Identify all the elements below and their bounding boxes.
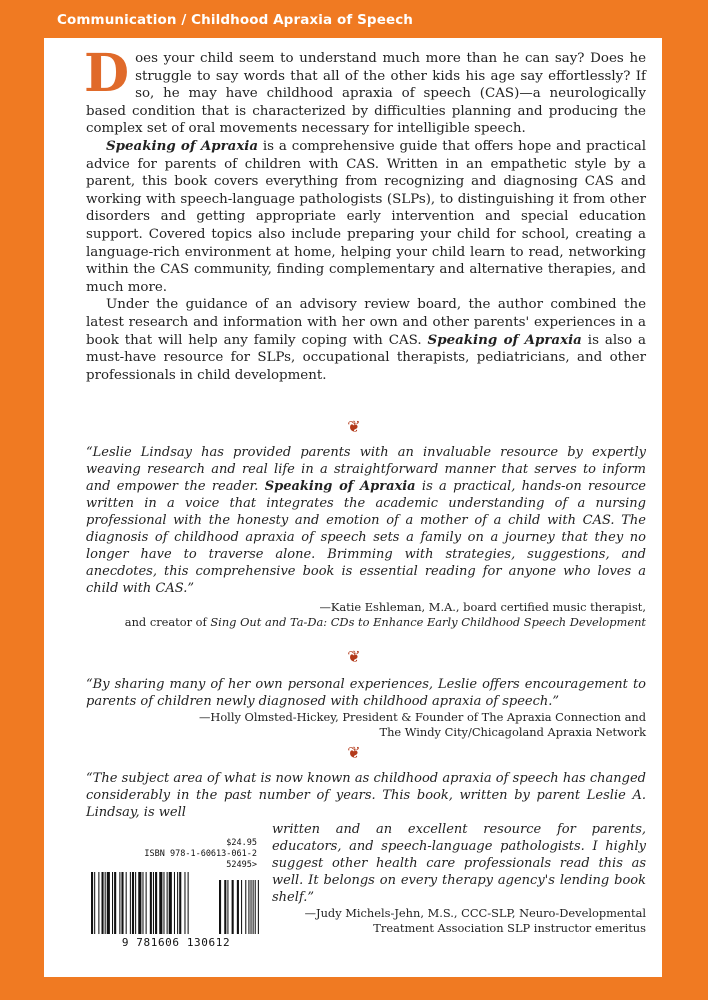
barcode-bar bbox=[163, 872, 164, 934]
barcode-bar bbox=[155, 872, 157, 934]
isbn-barcode bbox=[89, 838, 261, 956]
barcode-addon-bar bbox=[237, 880, 239, 934]
barcode-addon-bar bbox=[241, 880, 242, 934]
category-label: Communication / Childhood Apraxia of Speech bbox=[57, 12, 414, 28]
testimonial-attribution-line2: Treatment Association SLP instructor emeritus bbox=[373, 921, 646, 935]
barcode-bar bbox=[112, 872, 113, 934]
ornament-divider: ❦ bbox=[347, 417, 361, 436]
description-paragraph-3: Under the guidance of an advisory review board, the author combined the latest research and information with her own and other parents' experiences in a book that will help any family coping with CAS. Speaking of Apraxia is also a must-have resource for SLPs, occupational therapists, pediatricians, and other professionals in child development. bbox=[86, 297, 647, 383]
barcode-bar bbox=[150, 872, 152, 934]
testimonial-text: “Leslie Lindsay has provided parents with an invaluable resource by expertly weaving research and real life in a straightforward manner that serves to inform and empower the reader. Speaking of Apraxia is a practical, hands-on resource written in a voice that integrates the academic understanding of a nursing professional with the honesty and emotion of a mother of a child with CAS. The diagnosis of childhood apraxia of speech sets a family on a journey that they no longer have to traverse alone. Brimming with strategies, suggestions, and anecdotes, this comprehensive book is essential reading for anyone who loves a child with CAS.” bbox=[86, 445, 646, 596]
description-paragraph-2: Speaking of Apraxia is a comprehensive guide that offers hope and practical advice for parents of children with CAS. Written in an empathetic style by a parent, this book covers everything from recognizing and diagnosing CAS and working with speech-language pathologists (SLPs), to distinguishing it from other disorders and getting appropriate early intervention and special education support. Covered topics also include preparing your child for school, creating a language-rich environment at home, helping your child learn to read, networking within the CAS community, finding complementary and alternative therapies, and much more. bbox=[86, 137, 646, 295]
testimonial-attribution: —Katie Eshleman, M.A., board certified music therapist, bbox=[319, 600, 646, 614]
barcode-bar bbox=[153, 872, 154, 934]
description-paragraph-1: Does your child seem to understand much more than he can say? Does he struggle to say words that all of the other kids his age say effortlessly? If so, he may have childhood apraxia of speech (CAS)—a neurologically based condition that is characterized by difficulties planning and producing the complex set of oral movements necessary for intelligible speech. bbox=[84, 43, 646, 137]
barcode-bar bbox=[105, 872, 106, 934]
testimonial-attribution: —Holly Olmsted-Hickey, President & Founder of The Apraxia Connection and bbox=[199, 710, 646, 724]
testimonial-text: “The subject area of what is now known as childhood apraxia of speech has changed considerably in the past number of years. This book, written by parent Leslie A. Lindsay, is well bbox=[86, 771, 646, 820]
testimonial-2 bbox=[86, 676, 646, 740]
barcode-bar bbox=[91, 872, 93, 934]
barcode-bar bbox=[184, 872, 185, 934]
barcode-addon-bar bbox=[232, 880, 234, 934]
barcode-bar bbox=[177, 872, 178, 934]
barcode-bar bbox=[98, 872, 99, 934]
barcode-bar bbox=[159, 872, 162, 934]
barcode-bar bbox=[179, 872, 181, 934]
barcode-addon-bar bbox=[224, 880, 226, 934]
testimonial-text-continued: written and an excellent resource for parents, educators, and speech-language pathologists. I highly suggest other health care professionals read this as well. It belongs on every therapy agency's lending book shelf.” bbox=[272, 822, 646, 905]
barcode-bar bbox=[132, 872, 134, 934]
book-title: Speaking of Apraxia bbox=[264, 479, 416, 494]
barcode-bar bbox=[121, 872, 123, 934]
barcode-bars bbox=[91, 872, 259, 934]
ornament-divider: ❦ bbox=[347, 647, 361, 666]
barcode-addon-bar bbox=[251, 880, 252, 934]
barcode-bar bbox=[119, 872, 120, 934]
barcode-bar bbox=[135, 872, 136, 934]
testimonial-1 bbox=[86, 444, 646, 630]
barcode-addon-bar bbox=[255, 880, 256, 934]
barcode-bar bbox=[146, 872, 147, 934]
book-title: Speaking of Apraxia bbox=[427, 331, 582, 348]
isbn-label: ISBN 978-1-60613-061-2 bbox=[144, 849, 257, 859]
barcode-bar bbox=[169, 872, 172, 934]
testimonial-text: “By sharing many of her own personal experiences, Leslie offers encouragement to parents of children newly diagnosed with childhood apraxia of speech.” bbox=[86, 677, 646, 709]
barcode-addon-bar bbox=[227, 880, 228, 934]
barcode-bar bbox=[94, 872, 95, 934]
barcode-bar bbox=[130, 872, 131, 934]
barcode-addon-bar bbox=[253, 880, 254, 934]
barcode-bar bbox=[107, 872, 110, 934]
testimonial-attribution-line2: and creator of Sing Out and Ta-Da: CDs to Enhance Early Childhood Speech Development bbox=[124, 615, 646, 629]
barcode-addon: 52495> bbox=[226, 860, 257, 870]
barcode-bar bbox=[138, 872, 141, 934]
barcode-addon-bar bbox=[258, 880, 259, 934]
barcode-info bbox=[144, 838, 257, 871]
barcode-addon-bar bbox=[245, 880, 246, 934]
barcode-addon-bar bbox=[219, 880, 221, 934]
barcode-bar bbox=[167, 872, 168, 934]
testimonial-attribution: —Judy Michels-Jehn, M.S., CCC-SLP, Neuro-Developmental bbox=[304, 906, 646, 920]
ornament-divider: ❦ bbox=[347, 743, 361, 762]
testimonial-attribution-line2: The Windy City/Chicagoland Apraxia Network bbox=[379, 725, 646, 739]
price-label: $24.95 bbox=[226, 838, 257, 848]
barcode-bar bbox=[102, 872, 104, 934]
drop-cap: D bbox=[84, 43, 130, 104]
barcode-bar bbox=[142, 872, 143, 934]
barcode-bar bbox=[114, 872, 116, 934]
book-title: Speaking of Apraxia bbox=[106, 137, 259, 154]
book-description bbox=[84, 43, 647, 384]
barcode-addon-bar bbox=[248, 880, 249, 934]
barcode-bar bbox=[174, 872, 175, 934]
barcode-bar bbox=[126, 872, 127, 934]
barcode-bar bbox=[188, 872, 189, 934]
barcode-number: 9 781606 130612 bbox=[121, 936, 231, 949]
